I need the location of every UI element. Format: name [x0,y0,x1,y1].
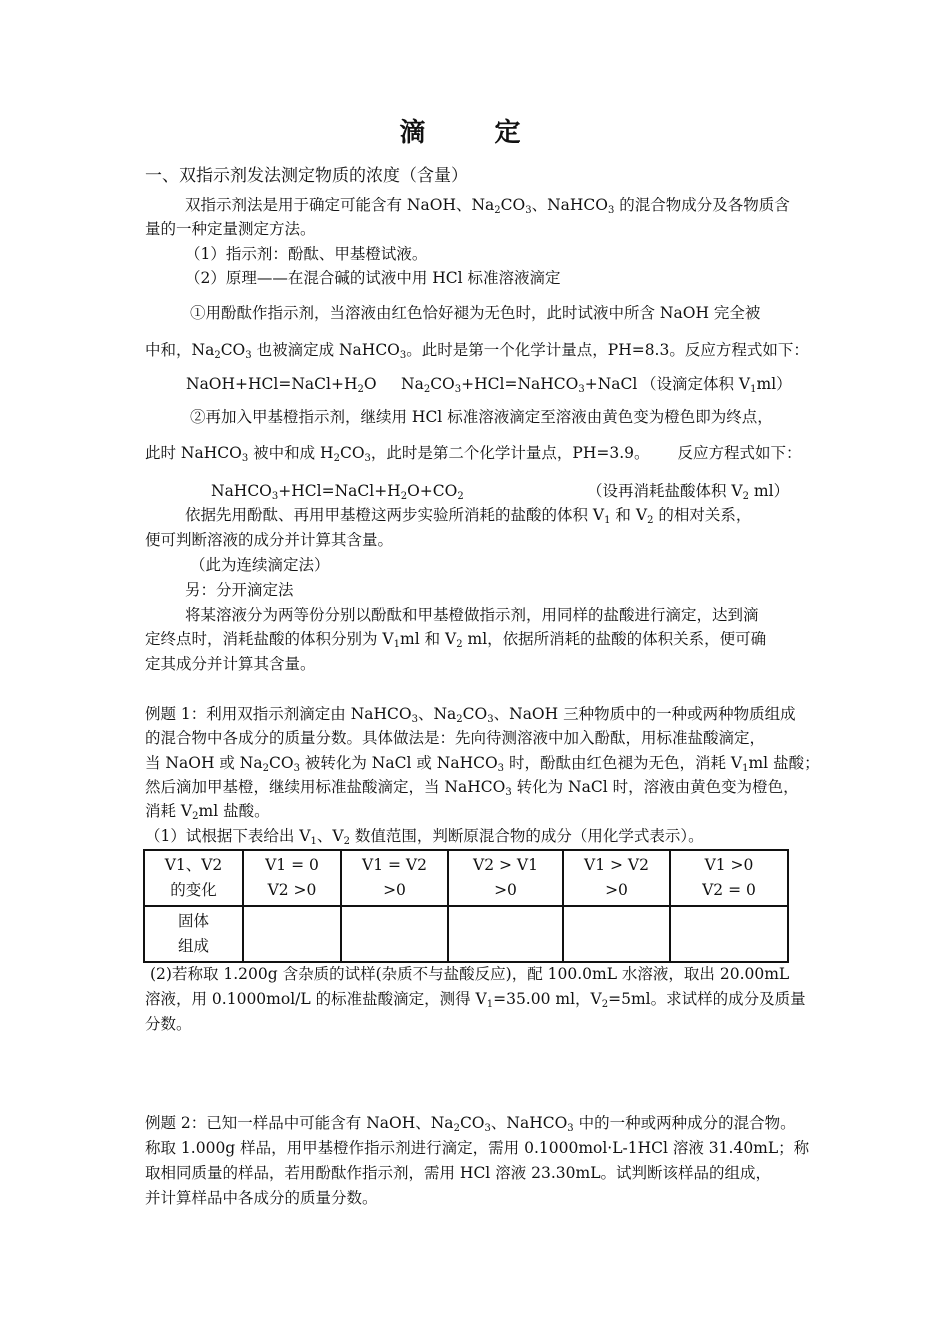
split-line3: 定其成分并计算其含量。 [145,655,316,673]
table-header-cell: V1、V2 的变化 [144,850,243,906]
example2-line2: 称取 1.000g 样品，用甲基橙作指示剂进行滴定，需用 0.1000mol·L-1HCl 溶液 31.40mL；称 [145,1139,810,1157]
example1-line2: 的混合物中各成分的质量分数。具体做法是：先向待测溶液中加入酚酞，用标准盐酸滴定， [145,729,766,747]
page-title: 滴 定 [399,118,551,148]
table-header-cell: V1 = V2 >0 [341,850,448,906]
answer-cell[interactable] [563,906,670,962]
step1-line1: ①用酚酞作指示剂，当溶液由红色恰好褪为无色时，此时试液中所含 NaOH 完全被 [190,304,761,322]
intro-paragraph-cont: 量的一种定量测定方法。 [145,220,316,238]
basis-line1: 依据先用酚酞、再用甲基橙这两步实验所消耗的盐酸的体积 $V_1$ 和 $V_2$ 的相对关系， [185,506,752,526]
answer-table [143,849,789,963]
equation-2: $Na_2CO_3+HCl=NaHCO_3+NaCl$ [401,375,638,395]
example1-line1: 例题 1：利用双指示剂滴定由 NaHCO$_3$、$Na_2CO_3$、NaOH 三种物质中的一种或两种物质组成 [145,705,796,725]
example2-line3: 取相同质量的样品，若用酚酞作指示剂，需用 HCl 溶液 23.30mL。试判断该样品的组成， [145,1164,771,1182]
example2-line1: 例题 2：已知一样品中可能含有 NaOH、$Na_2CO_3$、NaHCO$_3$ 中的一种或两种成分的混合物。 [145,1114,796,1134]
table-header-cell: V1 >0 V2 = 0 [670,850,788,906]
table-row-label: 固体 组成 [144,906,243,962]
answer-cell[interactable] [341,906,448,962]
equation-note-2: （设再消耗盐酸体积 $V_2$ ml） [587,482,790,502]
table-header-cell: V1 > V2 >0 [563,850,670,906]
intro-paragraph: 双指示剂法是用于确定可能含有 NaOH、$Na_2CO_3$、NaHCO$_3$ 的混合物成分及各物质含 [185,196,790,216]
equation-1: $NaOH+HCl=NaCl+H_2O$ [186,375,377,395]
example1-question1: （1）试根据下表给出 $V_1$、$V_2$ 数值范围，判断原混合物的成分（用化学式表示）。 [145,827,704,847]
example1-question2-line1: (2)若称取 1.200g 含杂质的试样(杂质不与盐酸反应)，配 100.0mL 水溶液，取出 20.00mL [150,965,790,983]
principle-line: （2）原理——在混合碱的试液中用 HCl 标准溶液滴定 [185,269,561,287]
indicator-line: （1）指示剂：酚酞、甲基橙试液。 [185,245,428,263]
another-method: 另：分开滴定法 [185,581,294,599]
basis-line2: 便可判断溶液的成分并计算其含量。 [145,531,394,549]
section-heading: 一、双指示剂发法测定物质的浓度（含量） [145,166,468,186]
example1-line3: 当 NaOH 或 $Na_2CO_3$ 被转化为 NaCl 或 NaHCO$_3$ 时，酚酞由红色褪为无色，消耗 $V_1ml$ 盐酸； [145,754,820,774]
example1-line5: 消耗 $V_2ml$ 盐酸。 [145,802,270,822]
equation-note-1: （设滴定体积 $V_1ml$） [641,375,792,395]
example1-line4: 然后滴加甲基橙，继续用标准盐酸滴定，当 NaHCO$_3$ 转化为 NaCl 时，溶液由黄色变为橙色， [145,778,799,798]
step1-line2: 中和，$Na_2CO_3$ 也被滴定成 NaHCO$_3$。此时是第一个化学计量点，PH=8.3。反应方程式如下： [145,341,809,361]
step2-line2: 此时 NaHCO$_3$ 被中和成 $H_2CO_3$，此时是第二个化学计量点，PH=3.9。 反应方程式如下： [145,444,802,464]
example1-question2-line3: 分数。 [145,1015,192,1033]
equation-3: $NaHCO_3+HCl=NaCl+H_2O+CO_2$ [211,482,464,502]
example1-question2-line2: 溶液，用 0.1000mol/L 的标准盐酸滴定，测得 $V_1=35.00$ ml，$V_2=5ml$。求试样的成分及质量 [145,990,806,1010]
answer-cell[interactable] [243,906,341,962]
answer-cell[interactable] [670,906,788,962]
continuous-note: （此为连续滴定法） [190,556,330,574]
table-header-cell: V2 > V1 >0 [448,850,563,906]
table-row [144,906,788,962]
step2-line1: ②再加入甲基橙指示剂，继续用 HCl 标准溶液滴定至溶液由黄色变为橙色即为终点， [190,408,773,426]
split-line2: 定终点时，消耗盐酸的体积分别为 $V_1ml$ 和 $V_2$ ml，依据所消耗的盐酸的体积关系，便可确 [145,630,767,650]
table-header-cell: V1 = 0 V2 >0 [243,850,341,906]
split-line1: 将某溶液分为两等份分别以酚酞和甲基橙做指示剂，用同样的盐酸进行滴定，达到滴 [185,606,759,624]
answer-cell[interactable] [448,906,563,962]
example2-line4: 并计算样品中各成分的质量分数。 [145,1189,378,1207]
table-header-row [144,850,788,906]
